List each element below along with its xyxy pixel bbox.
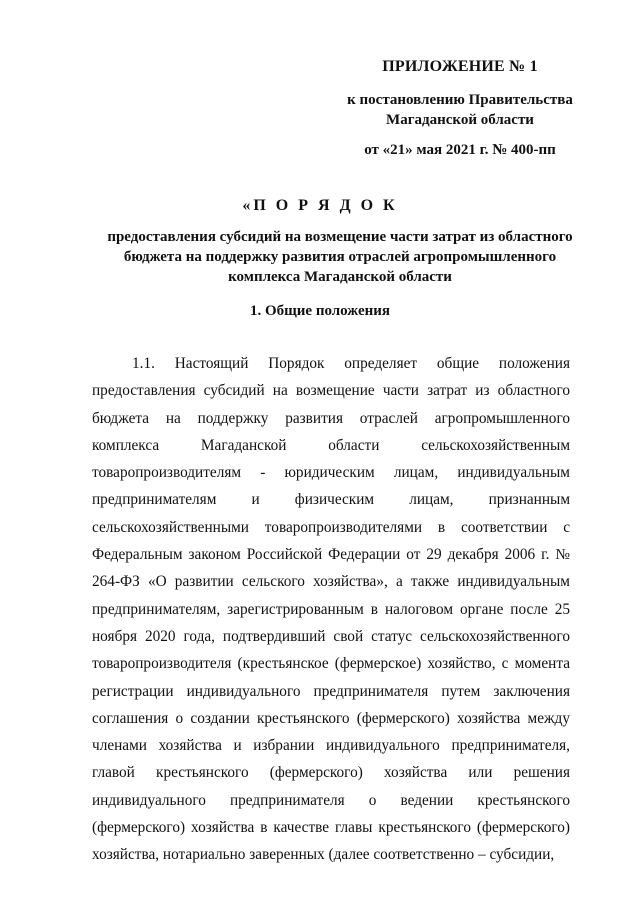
body-paragraph: 1.1. Настоящий Порядок определяет общие положения предоставления субсидий на возмещение части затрат из областного бюджета на поддержку развития отраслей агропромышленного комплекса Магаданской области сельскохозяйственным товаропроизводителям - юридическим лицам, индивидуальным предпринимателям и физическим лицам, признанным сельскохозяйственными товаропроизводителями в соответствии с Федеральным законом Российской Федерации от 29 декабря 2006 г. № 264-ФЗ «О развитии сельского хозяйства», а также индивидуальным предпринимателям, зарегистрированным в налоговом органе после 25 ноября 2020 года, подтвердивший свой статус сельскохозяйственного товаропроизводителя (крестьянское (фермерское) хозяйство, с момента регистрации индивидуального предпринимателя путем заключения соглашения о создании крестьянского (фермерского) хозяйства между членами хозяйства и избрании индивидуального предпринимателя, главой крестьянского (фермерского) хозяйства или решения индивидуального предпринимателя о ведении крестьянского (фермерского) хозяйства в качестве главы крестьянского (фермерского) хозяйства, нотариально заверенных (далее соответственно – субсидии, <box>92 355 570 864</box>
appendix-line-1: к постановлению Правительства <box>347 92 573 108</box>
order-subtitle: предоставления субсидий на возмещение части затрат из областного бюджета на поддержку развития отраслей агропромышленного комплекса Магаданской области <box>107 229 573 285</box>
appendix-title: ПРИЛОЖЕНИЕ № 1 <box>382 58 538 75</box>
order-title: «П О Р Я Д О К <box>242 197 398 214</box>
section-heading: 1. Общие положения <box>249 303 391 319</box>
appendix-date: от «21» мая 2021 г. № 400-пп <box>364 142 556 158</box>
appendix-line-2: Магаданской области <box>386 112 534 128</box>
appendix-header <box>330 58 590 159</box>
